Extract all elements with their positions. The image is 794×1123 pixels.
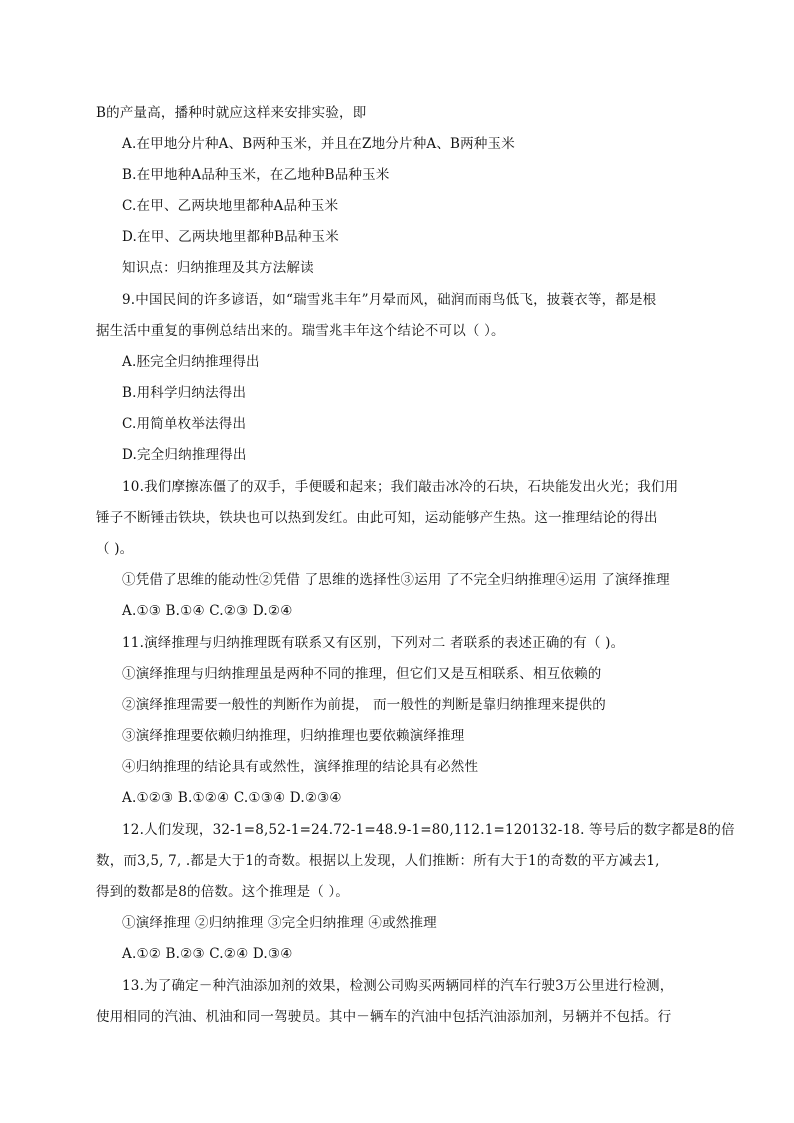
option-c: C.在甲、乙两块地里都种A品种玉米 — [122, 198, 339, 214]
statement-list: ①演绎推理 ②归纳推理 ③完全归纳推理 ④或然推理 — [122, 915, 437, 931]
answer-options: A.①②③ B.①②④ C.①③④ D.②③④ — [122, 790, 342, 806]
question-11: 11.演绎推理与归纳推理既有联系又有区别，下列对二 者联系的表述正确的有（ )。 — [122, 635, 625, 651]
statement-4: ④归纳推理的结论具有或然性，演绎推理的结论具有必然性 — [122, 759, 479, 775]
statement-2: ②演绎推理需要一般性的判断作为前提， 而一般性的判断是靠归纳推理来提供的 — [122, 697, 606, 713]
statement-3: ③演绎推理要依赖归纳推理，归纳推理也要依赖演绎推理 — [122, 728, 465, 744]
option-b: B.在甲地种A品种玉米，在乙地种B品种玉米 — [122, 167, 390, 183]
option-a: A.在甲地分片种A、B两种玉米，并且在Z地分片种A、B两种玉米 — [122, 136, 515, 152]
statement-1: ①演绎推理与归纳推理虽是两种不同的推理，但它们又是互相联系、相互依赖的 — [122, 666, 602, 682]
question-12: 12.人们发现，32-1=8,52-1=24.72-1=48.9-1=80,112.1=120132-18. 等号后的数字都是8的倍 — [122, 822, 735, 838]
answer-options: A.①② B.②③ C.②④ D.③④ — [122, 946, 293, 962]
option-b: B.用科学归纳法得出 — [122, 385, 247, 401]
question-12-cont: 得到的数都是8的倍数。这个推理是（ ）。 — [96, 884, 350, 900]
question-13: 13.为了确定－种汽油添加剂的效果，检测公司购买两辆同样的汽车行驶3万公里进行检测， — [122, 978, 674, 994]
question-10-cont: 锤子不断锤击铁块，铁块也可以热到发红。由此可知，运动能够产生热。这一推理结论的得出 — [96, 510, 658, 526]
option-d: D.在甲、乙两块地里都种B品种玉米 — [122, 229, 339, 245]
question-12-cont: 数，而3,5, 7, .都是大于1的奇数。根据以上发现，人们推断：所有大于1的奇数的平方减去1, — [96, 853, 660, 869]
text-line: B的产量高，播种时就应这样来安排实验，即 — [96, 105, 367, 121]
question-9-cont: 据生活中重复的事例总结出来的。瑞雪兆丰年这个结论不可以（ ）。 — [96, 323, 505, 339]
question-10-cont: （ )。 — [96, 541, 134, 557]
question-9: 9.中国民间的许多谚语，如“瑞雪兆丰年”月晕而风，础润而雨鸟低飞，披蓑衣等，都是根 — [122, 292, 657, 308]
question-13-cont: 使用相同的汽油、机油和同一驾驶员。其中－辆车的汽油中包括汽油添加剂，另辆并不包括。行 — [96, 1009, 672, 1025]
knowledge-point: 知识点：归纳推理及其方法解读 — [122, 260, 314, 276]
option-a: A.胚完全归纳推理得出 — [122, 354, 260, 370]
answer-options: A.①③ B.①④ C.②③ D.②④ — [122, 603, 293, 619]
option-d: D.完全归纳推理得出 — [122, 447, 247, 463]
question-10: 10.我们摩擦冻僵了的双手，手便暖和起来；我们敲击冰冷的石块，石块能发出火光；我们用 — [122, 479, 679, 495]
statement-list: ①凭借了思维的能动性②凭借 了思维的选择性③运用 了不完全归纳推理④运用 了演绎推理 — [122, 572, 670, 588]
option-c: C.用简单枚举法得出 — [122, 416, 247, 432]
